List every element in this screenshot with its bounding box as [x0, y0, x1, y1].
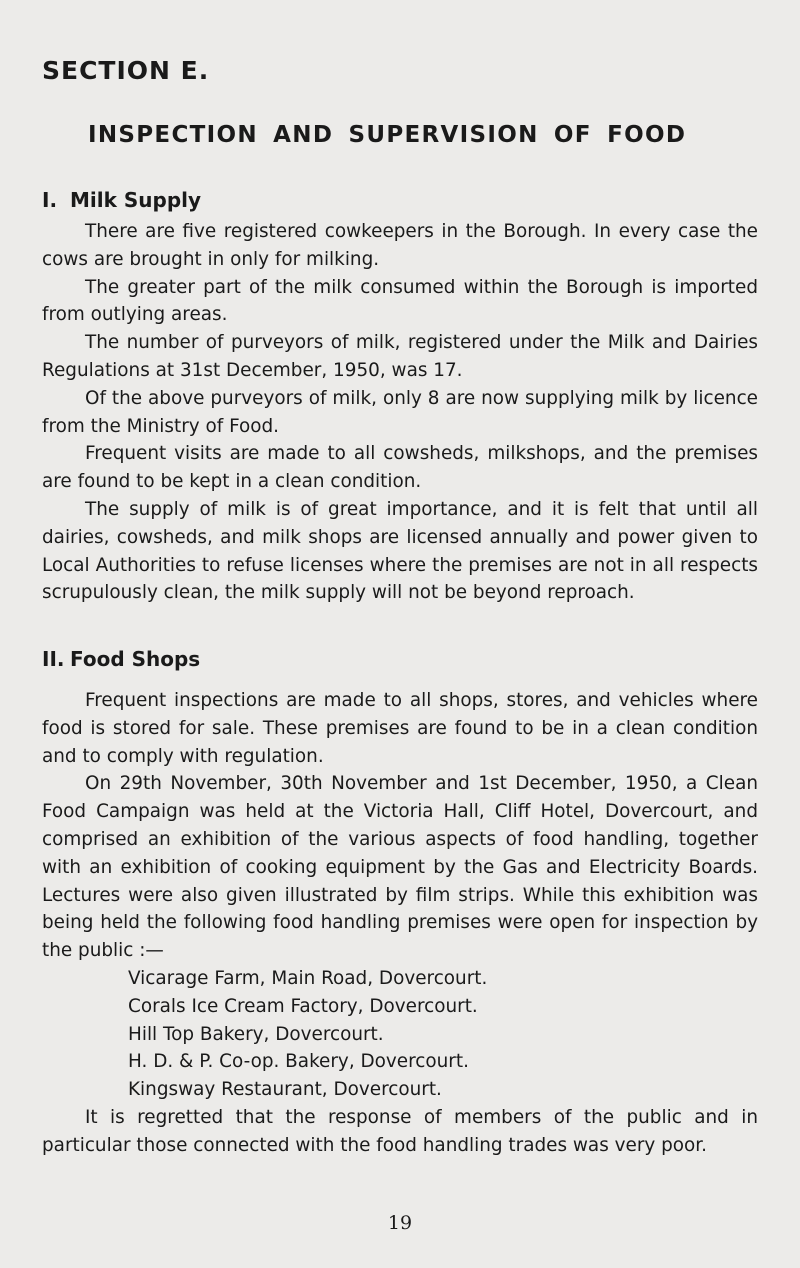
food-shops-heading-text: Food Shops	[70, 647, 201, 671]
food-shops-heading	[42, 647, 200, 671]
food-shops-text	[42, 687, 758, 1160]
premises-item: Corals Ice Cream Factory, Dovercourt.	[128, 995, 478, 1017]
page-title: INSPECTION AND SUPERVISION OF FOOD	[88, 122, 687, 148]
premises-item: Hill Top Bakery, Dovercourt.	[128, 1023, 384, 1045]
premises-item: Kingsway Restaurant, Dovercourt.	[128, 1079, 442, 1101]
section-label: SECTION E.	[42, 56, 210, 85]
milk-paragraph: The number of purveyors of milk, registered under the Milk and Dairies Regulations at 31st December, 1950, was 17.	[42, 332, 758, 381]
food-shops-paragraph: It is regretted that the response of members of the public and in particular those connected with the food handling trades was very poor.	[42, 1106, 758, 1156]
page-number: 19	[387, 1212, 413, 1234]
premises-item: H. D. & P. Co-op. Bakery, Dovercourt.	[128, 1051, 469, 1073]
premises-list	[42, 965, 758, 1104]
milk-supply-number: I.	[42, 188, 58, 212]
milk-paragraph: The supply of milk is of great importance, and it is felt that until all dairies, cowsheds, and milk shops are licensed annually and power given to Local Authorities to refuse licenses where the premises are not in all respects scrupulously clean, the milk supply will not be beyond reproach.	[42, 498, 758, 604]
food-shops-number: II.	[42, 647, 65, 671]
food-shops-paragraph: On 29th November, 30th November and 1st December, 1950, a Clean Food Campaign was held at the Victoria Hall, Cliff Hotel, Dovercourt, and comprised an exhibition of the various aspects of food handling, together with an exhibition of cooking equipment by the Gas and Electricity Boards. Lectures were also given illustrated by film strips. While this exhibition was being held the following food handling premises were open for inspection by the public :—	[42, 773, 758, 962]
milk-supply-heading-text: Milk Supply	[70, 188, 202, 212]
food-shops-paragraph: Frequent inspections are made to all shops, stores, and vehicles where food is stored for sale. These premises are found to be in a clean condition and to comply with regulation.	[42, 690, 758, 767]
premises-item: Vicarage Farm, Main Road, Dovercourt.	[128, 967, 488, 989]
milk-supply-text	[42, 218, 758, 607]
milk-paragraph: Frequent visits are made to all cowsheds, milkshops, and the premises are found to be kept in a clean condition.	[42, 443, 758, 493]
milk-paragraph: The greater part of the milk consumed within the Borough is imported from outlying areas.	[42, 276, 758, 326]
milk-paragraph: There are five registered cowkeepers in the Borough. In every case the cows are brought in only for milking.	[42, 221, 758, 270]
milk-supply-heading	[42, 188, 201, 212]
milk-paragraph: Of the above purveyors of milk, only 8 are now supplying milk by licence from the Ministry of Food.	[42, 387, 758, 437]
